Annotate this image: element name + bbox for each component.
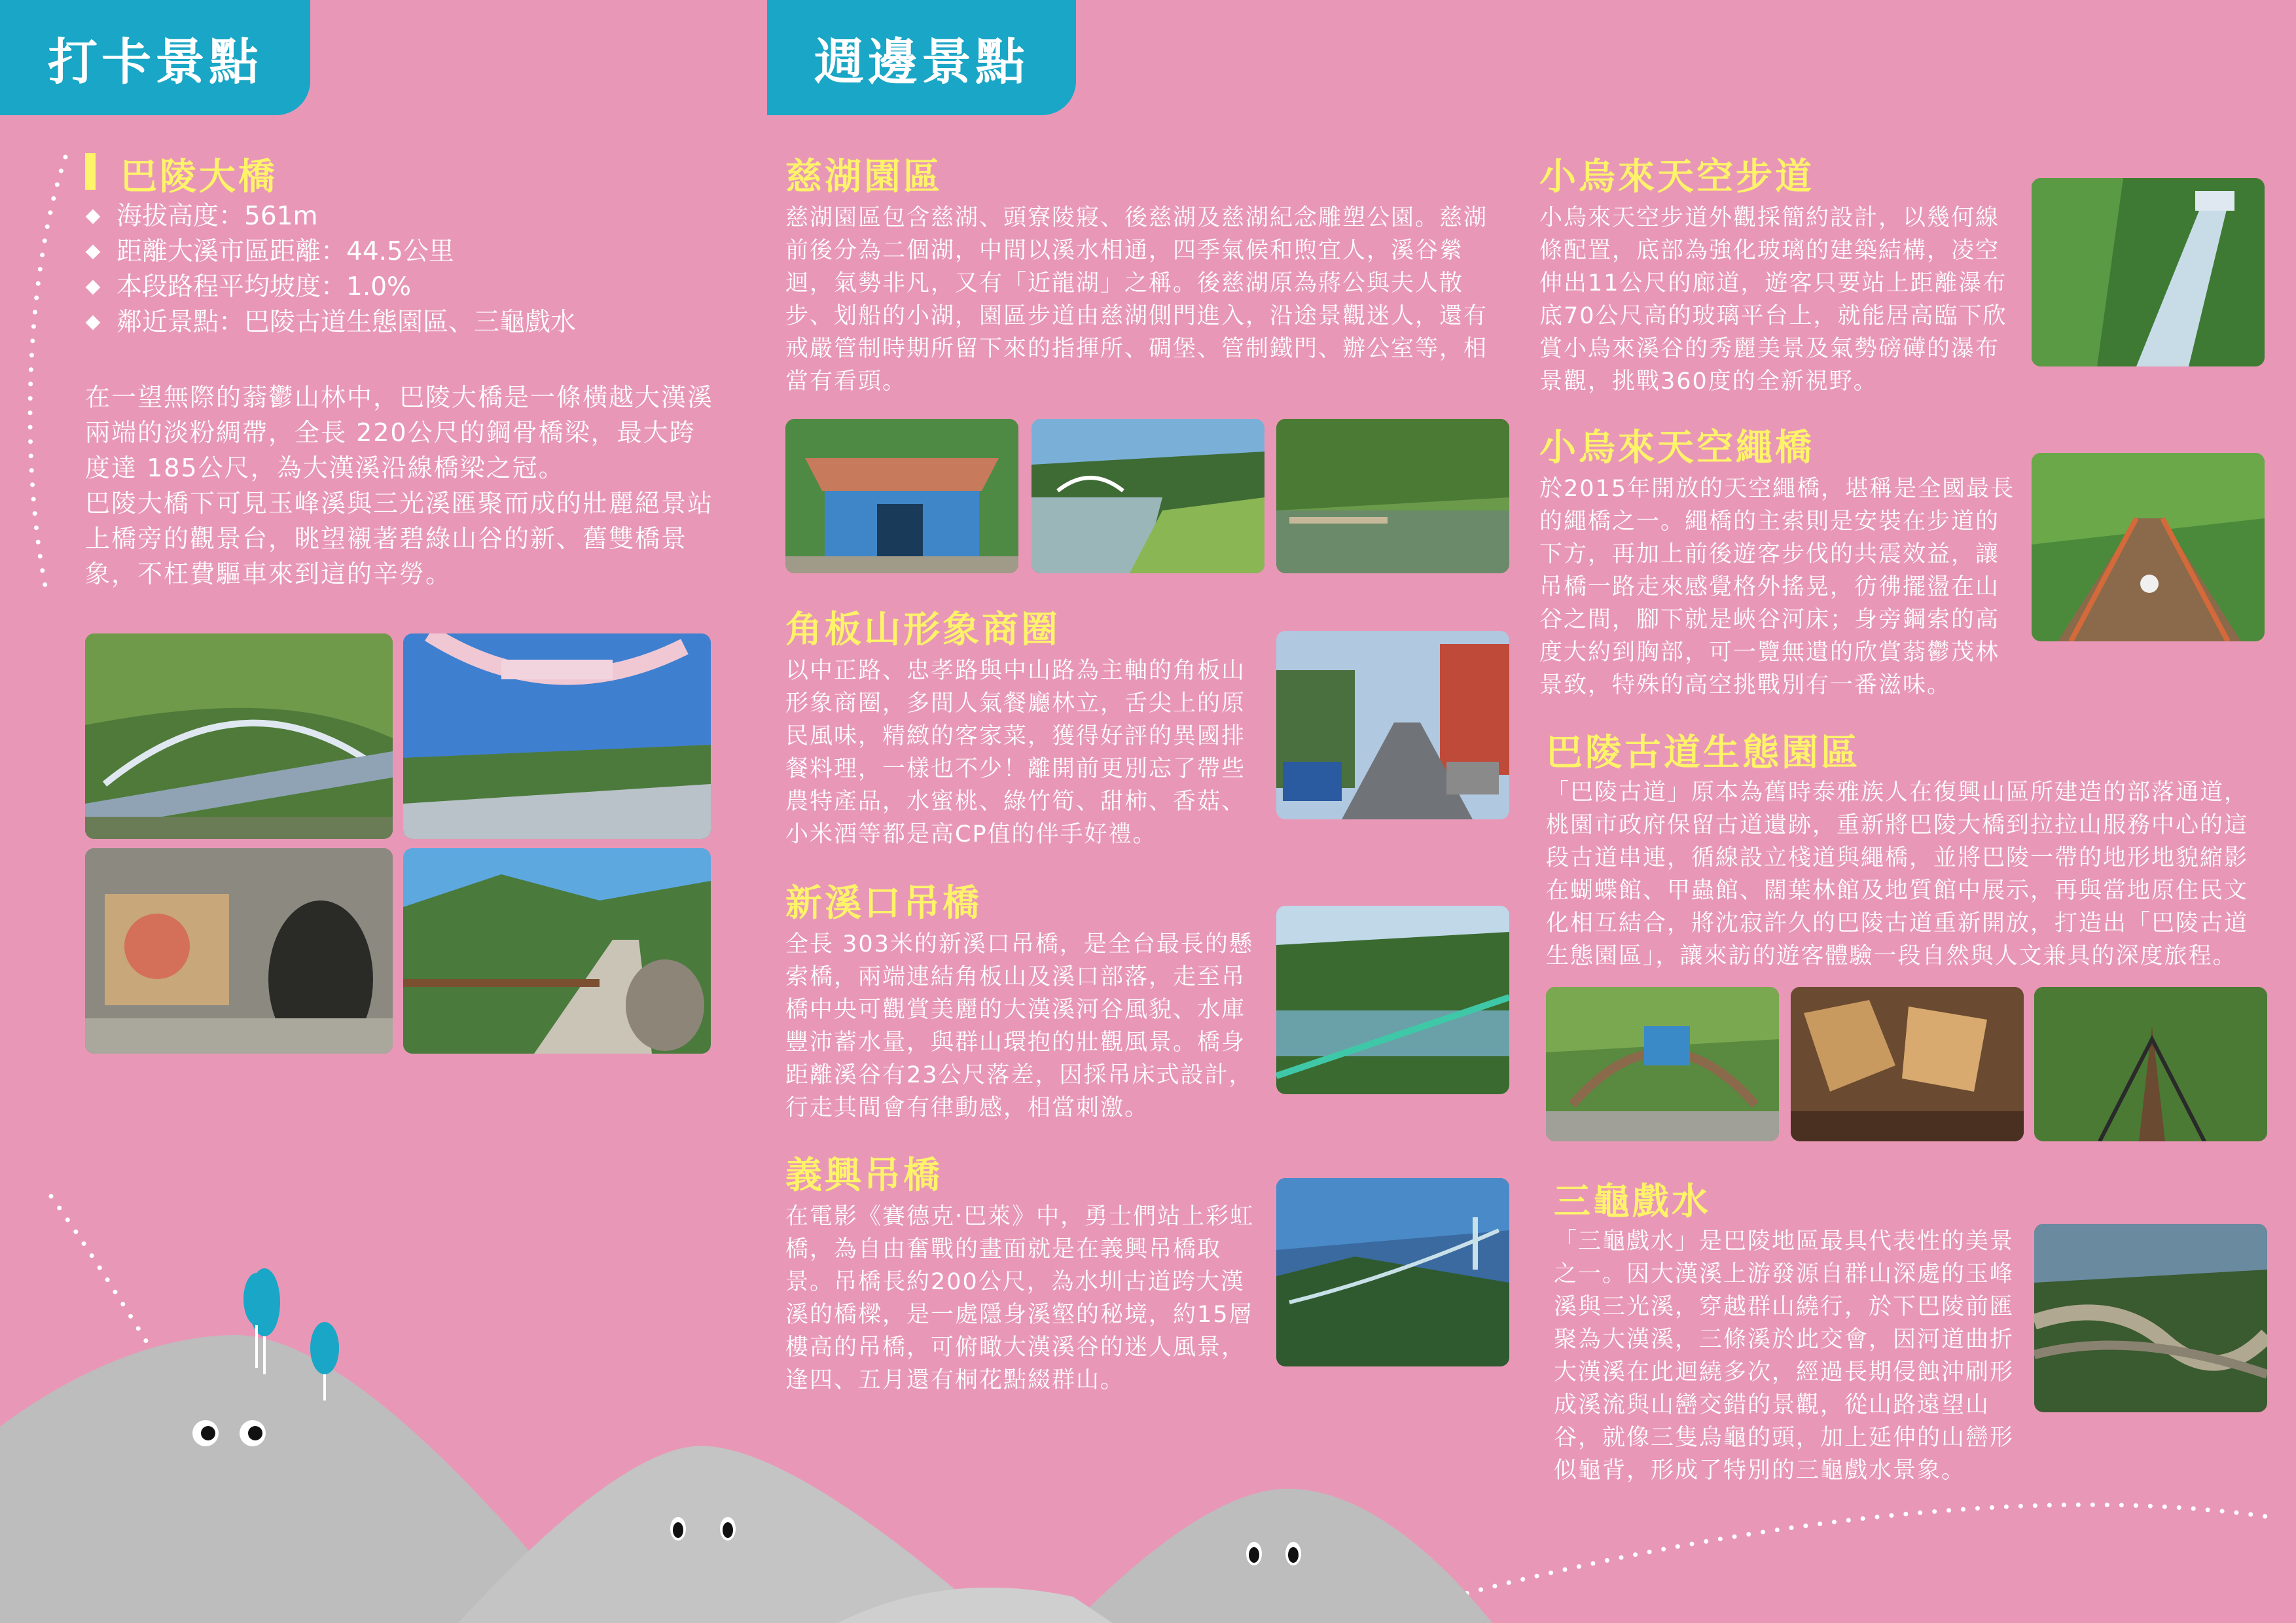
photo-skywalk xyxy=(2032,178,2265,366)
skybridge-title: 小烏來天空繩橋 xyxy=(1539,427,1814,469)
bullet-slope: 本段路程平均坡度：1.0% xyxy=(82,270,576,305)
skybridge-description: 於2015年開放的天空繩橋，堪稱是全國最長的繩橋之一。繩橋的主索則是安裝在步道的下方，再加上前後遊客步伐的共震效益，讓吊橋一路走來感覺格外搖晃，彷彿擺盪在山谷之間，腳下就是峽谷河床；身旁鋼索的高度大約到胸部，可一覽無遺的欣賞蓊鬱茂林景致，特殊的高空挑戰別有一番滋味。 xyxy=(1539,476,2015,698)
photo-baling-bridge-deck xyxy=(403,633,711,839)
balingtrail-title: 巴陵古道生態園區 xyxy=(1546,732,1860,774)
bullet-altitude: 海拔高度：561m xyxy=(82,199,576,234)
yixing-title: 義興吊橋 xyxy=(785,1154,942,1197)
title-marker xyxy=(85,153,96,190)
featured-paragraph: 巴陵大橋下可見玉峰溪與三光溪匯聚而成的壯麗絕景站上橋旁的觀景台，眺望襯著碧綠山谷的新、舊雙橋景象，不枉費驅車來到這的辛勞。 xyxy=(85,489,714,588)
photo-skybridge xyxy=(2032,453,2265,641)
skywalk-description: 小烏來天空步道外觀採簡約設計，以幾何線條配置，底部為強化玻璃的建築結構，凌空伸出11公尺的廊道，遊客只要站上距離瀑布底70公尺高的玻璃平台上，就能居高臨下欣賞小烏來溪谷的秀麗美景及氣勢磅礡的瀑布景觀，挑戰360度的全新視野。 xyxy=(1539,205,2007,395)
bullet-distance: 距離大溪市區距離：44.5公里 xyxy=(82,234,576,270)
cihu-title: 慈湖園區 xyxy=(785,156,942,198)
photo-tunnel-mural xyxy=(85,848,393,1054)
featured-bullets xyxy=(82,199,576,340)
featured-paragraph: 在一望無際的蓊鬱山林中，巴陵大橋是一條橫越大漢溪兩端的淡粉綢帶，全長 220公尺的鋼骨橋梁，最大跨度達 185公尺，為大漢溪沿線橋梁之冠。 xyxy=(85,383,714,482)
jiaobanshan-title: 角板山形象商圈 xyxy=(785,609,1060,651)
photo-trail-path xyxy=(403,848,711,1054)
skywalk-title: 小烏來天空步道 xyxy=(1539,156,1814,198)
photo-xinxikou-bridge xyxy=(1276,906,1509,1094)
photo-balingtrail-forest xyxy=(2034,987,2267,1141)
yixing-description: 在電影《賽德克‧巴萊》中，勇士們站上彩虹橋，為自由奮戰的畫面就是在義興吊橋取景。吊橋長約200公尺，為水圳古道跨大漢溪的橋樑，是一處隱身溪壑的秘境，約15層樓高的吊橋，可俯瞰大漢溪谷的迷人風景，逢四、五月還有桐花點綴群山。 xyxy=(785,1204,1255,1393)
featured-description xyxy=(85,380,713,592)
photo-jiaobanshan-street xyxy=(1276,631,1509,819)
bullet-nearby: 鄰近景點：巴陵古道生態園區、三龜戲水 xyxy=(82,305,576,340)
xinxikou-description: 全長 303米的新溪口吊橋，是全台最長的懸索橋，兩端連結角板山及溪口部落，走至吊橋中央可觀賞美麗的大漢溪河谷風貌、水庫豐沛蓄水量，與群山環抱的壯觀風景。橋身距離溪谷有23公尺落差，因採吊床式設計，行走其間會有律動感，相當刺激。 xyxy=(785,931,1253,1121)
tab-checkin-spots: 打卡景點 xyxy=(0,0,310,115)
xinxikou-title: 新溪口吊橋 xyxy=(785,882,982,925)
photo-balingtrail-museum xyxy=(1791,987,2024,1141)
sangui-title: 三龜戲水 xyxy=(1554,1181,1711,1223)
photo-cihu-pond xyxy=(1276,419,1509,573)
cihu-description: 慈湖園區包含慈湖、頭寮陵寢、後慈湖及慈湖紀念雕塑公園。慈湖前後分為二個湖，中間以溪水相通，四季氣候和煦宜人，溪谷縈迴，氣勢非凡，又有「近龍湖」之稱。後慈湖原為蔣公與夫人散步、划船的小湖，園區步道由慈湖側門進入，沿途景觀迷人，還有戒嚴管制時期所留下來的指揮所、碉堡、管制鐵門、辦公室等，相當有看頭。 xyxy=(785,205,1488,395)
tab-nearby-spots: 週邊景點 xyxy=(767,0,1076,115)
sangui-description: 「三龜戲水」是巴陵地區最具代表性的美景之一。因大漢溪上游發源自群山深處的玉峰溪與三光溪，穿越群山繞行，於下巴陵前匯聚為大漢溪，三條溪於此交會，因河道曲折大漢溪在此迴繞多次，經過長期侵蝕沖刷形成溪流與山巒交錯的景觀，從山路遠望山谷，就像三隻烏龜的頭，加上延伸的山巒形似龜背，形成了特別的三龜戲水景象。 xyxy=(1554,1228,2015,1484)
photo-yixing-bridge xyxy=(1276,1178,1509,1366)
photo-sangui-valley xyxy=(2034,1224,2267,1412)
photo-cihu-lake xyxy=(1031,419,1265,573)
photo-baling-bridge-arch xyxy=(85,633,393,839)
photo-cihu-building xyxy=(785,419,1018,573)
featured-title: 巴陵大橋 xyxy=(120,156,278,198)
jiaobanshan-description: 以中正路、忠孝路與中山路為主軸的角板山形象商圈，多間人氣餐廳林立，舌尖上的原民風味，精緻的客家菜，獲得好評的異國排餐料理，一樣也不少！離開前更別忘了帶些農特產品，水蜜桃、綠竹筍、甜柿、香菇、小米酒等都是高CP值的伴手好禮。 xyxy=(785,658,1246,847)
photo-balingtrail-entrance xyxy=(1546,987,1779,1141)
balingtrail-description: 「巴陵古道」原本為舊時泰雅族人在復興山區所建造的部落通道，桃園市政府保留古道遺跡，重新將巴陵大橋到拉拉山服務中心的這段古道串連，循線設立棧道與繩橋，並將巴陵一帶的地形地貌縮影在蝴蝶館、甲蟲館、闊葉林館及地質館中展示，再與當地原住民文化相互結合，將沈寂許久的巴陵古道重新開放，打造出「巴陵古道生態園區」，讓來訪的遊客體驗一段自然與人文兼具的深度旅程。 xyxy=(1546,779,2249,969)
